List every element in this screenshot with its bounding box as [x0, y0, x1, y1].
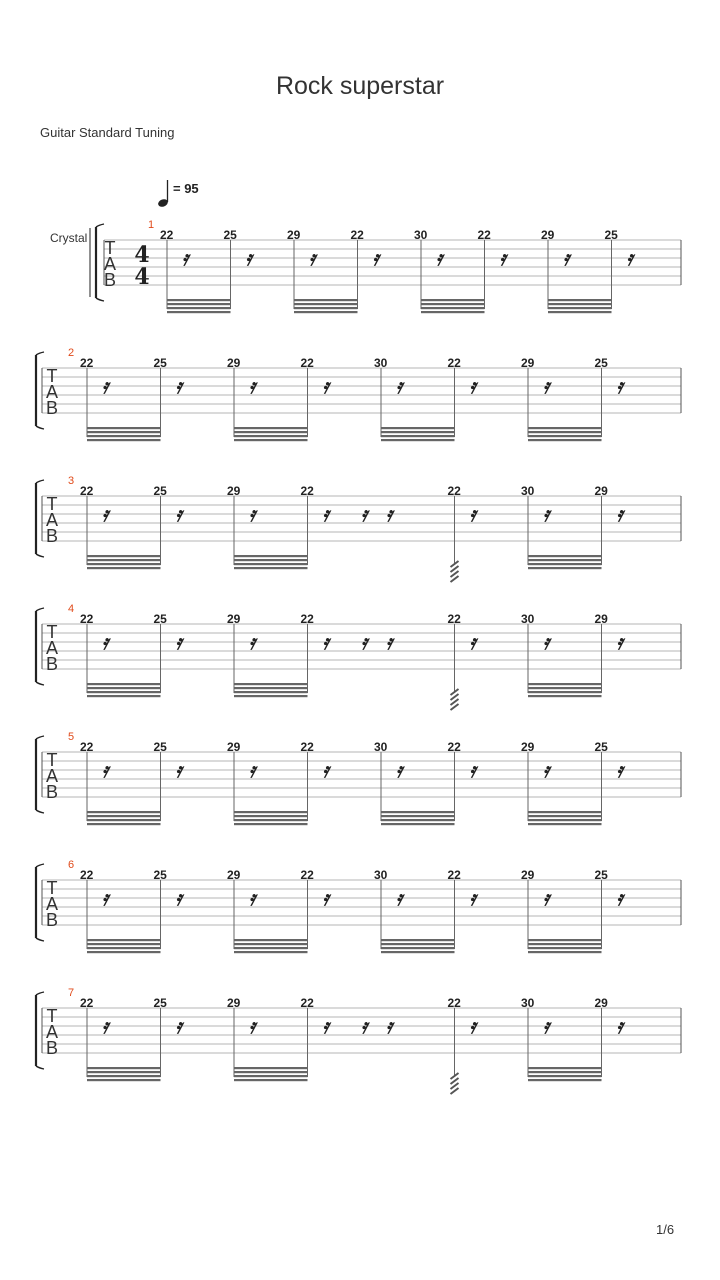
rest-icon: 𝄿 [175, 502, 182, 526]
beam [167, 299, 231, 301]
beam [87, 951, 161, 953]
tab-letter-t: T [46, 878, 58, 898]
beam [167, 307, 231, 309]
rest-icon: 𝄿 [396, 374, 403, 398]
bracket-top-hook [36, 864, 44, 867]
rest-icon: 𝄿 [469, 758, 476, 782]
rest-icon: 𝄿 [543, 886, 550, 910]
rest-icon: 𝄿 [626, 246, 633, 270]
rest-icon: 𝄿 [616, 1014, 623, 1038]
fret-number: 25 [153, 996, 167, 1010]
rest-icon: 𝄿 [469, 1014, 476, 1038]
rest-icon: 𝄿 [249, 630, 256, 654]
beam [528, 563, 602, 565]
track-name: Crystal [50, 231, 88, 245]
fret-number: 29 [594, 484, 608, 498]
rest-icon: 𝄿 [249, 886, 256, 910]
fret-number: 25 [153, 356, 167, 370]
fret-number: 30 [521, 612, 535, 626]
beam [528, 951, 602, 953]
fret-number: 25 [153, 740, 167, 754]
rest-icon: 𝄿 [175, 374, 182, 398]
beam [528, 691, 602, 693]
fret-number: 22 [80, 996, 94, 1010]
beam [87, 559, 161, 561]
rest-icon: 𝄿 [175, 886, 182, 910]
beam [234, 427, 308, 429]
fret-number: 22 [447, 612, 461, 626]
beam [528, 1075, 602, 1077]
beam [87, 1075, 161, 1077]
fret-number: 25 [604, 228, 618, 242]
bracket-bottom-hook [36, 1066, 44, 1069]
beam [421, 307, 485, 309]
beam [528, 431, 602, 433]
beam [528, 695, 602, 697]
beam [381, 951, 455, 953]
beam [528, 683, 602, 685]
fret-number: 30 [374, 868, 388, 882]
rest-icon: 𝄿 [616, 886, 623, 910]
beam [234, 811, 308, 813]
rest-icon: 𝄿 [543, 630, 550, 654]
beam [87, 439, 161, 441]
fret-number: 30 [521, 484, 535, 498]
fret-number: 30 [414, 228, 428, 242]
beam [87, 435, 161, 437]
beam [381, 815, 455, 817]
beam [87, 823, 161, 825]
fret-number: 29 [227, 612, 241, 626]
fret-number: 22 [447, 356, 461, 370]
beam [87, 567, 161, 569]
rest-icon: 𝄿 [322, 374, 329, 398]
tab-letter-b: B [45, 910, 59, 930]
tab-letter-t: T [46, 494, 58, 514]
beam [234, 435, 308, 437]
rest-icon: 𝄿 [386, 1014, 393, 1038]
bar-number: 2 [68, 347, 75, 359]
rest-icon: 𝄿 [249, 502, 256, 526]
fret-number: 29 [594, 996, 608, 1010]
rest-icon: 𝄿 [469, 630, 476, 654]
fret-number: 29 [227, 868, 241, 882]
tab-letter-a: A [45, 1022, 59, 1042]
rest-icon: 𝄿 [396, 886, 403, 910]
bracket-bottom-hook [36, 938, 44, 941]
fret-number: 29 [521, 868, 535, 882]
tab-letter-a: A [45, 894, 59, 914]
fret-number: 29 [227, 484, 241, 498]
time-signature-bottom: 4 [134, 264, 150, 290]
bracket-bottom-hook [36, 426, 44, 429]
beam [528, 439, 602, 441]
beam [381, 811, 455, 813]
beam [381, 819, 455, 821]
tab-letter-a: A [45, 382, 59, 402]
tab-letter-a: A [45, 638, 59, 658]
beam [234, 819, 308, 821]
rest-icon: 𝄿 [436, 246, 443, 270]
fret-number: 30 [374, 356, 388, 370]
beam [381, 943, 455, 945]
rest-icon: 𝄿 [543, 1014, 550, 1038]
beam [381, 427, 455, 429]
rest-icon: 𝄿 [616, 374, 623, 398]
beam [87, 563, 161, 565]
rest-icon: 𝄿 [543, 758, 550, 782]
beam [87, 427, 161, 429]
bracket-bottom-hook [36, 682, 44, 685]
bar-number: 5 [68, 731, 75, 743]
beam [528, 815, 602, 817]
fret-number: 22 [80, 868, 94, 882]
beam [421, 303, 485, 305]
beam [528, 939, 602, 941]
fret-number: 22 [447, 996, 461, 1010]
fret-number: 29 [594, 612, 608, 626]
rest-icon: 𝄿 [102, 502, 109, 526]
rest-icon: 𝄿 [361, 630, 368, 654]
beam [528, 559, 602, 561]
tuning-label: Guitar Standard Tuning [40, 125, 175, 140]
tab-letter-a: A [103, 254, 117, 274]
fret-number: 29 [541, 228, 555, 242]
bar-number: 6 [68, 859, 75, 871]
rest-icon: 𝄿 [249, 758, 256, 782]
beam [87, 431, 161, 433]
fret-number: 29 [521, 356, 535, 370]
beam [528, 819, 602, 821]
bracket-top-hook [96, 224, 104, 227]
beam [381, 947, 455, 949]
beam [234, 439, 308, 441]
beam [528, 687, 602, 689]
fret-number: 22 [80, 484, 94, 498]
rest-icon: 𝄿 [616, 630, 623, 654]
beam [381, 435, 455, 437]
beam [167, 311, 231, 313]
beam [528, 943, 602, 945]
fret-number: 25 [153, 868, 167, 882]
beam [87, 691, 161, 693]
bracket-top-hook [36, 992, 44, 995]
beam [528, 427, 602, 429]
beam [234, 567, 308, 569]
rest-icon: 𝄿 [175, 1014, 182, 1038]
song-title: Rock superstar [275, 72, 445, 100]
beam [87, 1079, 161, 1081]
beam [234, 695, 308, 697]
fret-number: 22 [160, 228, 174, 242]
beam [294, 299, 358, 301]
tab-letter-b: B [45, 654, 59, 674]
beam [167, 303, 231, 305]
bracket-top-hook [36, 608, 44, 611]
beam [87, 1071, 161, 1073]
fret-number: 22 [477, 228, 491, 242]
fret-number: 30 [374, 740, 388, 754]
fret-number: 22 [447, 740, 461, 754]
beam [87, 555, 161, 557]
tab-letter-a: A [45, 510, 59, 530]
tempo-value: = 95 [173, 181, 199, 196]
fret-number: 22 [80, 740, 94, 754]
beam [234, 1067, 308, 1069]
rest-icon: 𝄿 [175, 630, 182, 654]
fret-number: 22 [300, 612, 314, 626]
beam [528, 947, 602, 949]
rest-icon: 𝄿 [361, 502, 368, 526]
beam [87, 947, 161, 949]
beam [381, 431, 455, 433]
rest-icon: 𝄿 [499, 246, 506, 270]
rest-icon: 𝄿 [396, 758, 403, 782]
rest-icon: 𝄿 [563, 246, 570, 270]
beam [294, 311, 358, 313]
bar-number: 1 [148, 219, 155, 231]
tab-letter-t: T [104, 238, 116, 258]
beam [87, 1067, 161, 1069]
rest-icon: 𝄿 [543, 502, 550, 526]
tab-letter-b: B [45, 782, 59, 802]
fret-number: 22 [300, 740, 314, 754]
fret-number: 25 [153, 612, 167, 626]
beam [234, 939, 308, 941]
bar-number: 4 [68, 603, 75, 615]
beam [548, 311, 612, 313]
rest-icon: 𝄿 [102, 374, 109, 398]
fret-number: 25 [594, 868, 608, 882]
fret-number: 22 [80, 612, 94, 626]
beam [528, 811, 602, 813]
rest-icon: 𝄿 [616, 502, 623, 526]
beam [528, 1071, 602, 1073]
tab-letter-t: T [46, 750, 58, 770]
fret-number: 29 [227, 996, 241, 1010]
beam [234, 555, 308, 557]
rest-icon: 𝄿 [322, 502, 329, 526]
rest-icon: 𝄿 [245, 246, 252, 270]
beam [87, 683, 161, 685]
beam [234, 947, 308, 949]
tab-letter-b: B [45, 398, 59, 418]
beam [294, 307, 358, 309]
fret-number: 30 [521, 996, 535, 1010]
beam [87, 815, 161, 817]
time-signature-top: 4 [134, 242, 150, 268]
beam [421, 299, 485, 301]
fret-number: 29 [227, 356, 241, 370]
rest-icon: 𝄿 [309, 246, 316, 270]
bracket-top-hook [36, 480, 44, 483]
tab-letter-t: T [46, 1006, 58, 1026]
beam [87, 687, 161, 689]
rest-icon: 𝄿 [322, 1014, 329, 1038]
beam [87, 939, 161, 941]
tab-letter-b: B [45, 526, 59, 546]
tab-letter-t: T [46, 366, 58, 386]
bracket-top-hook [36, 736, 44, 739]
beam [528, 567, 602, 569]
fret-number: 22 [80, 356, 94, 370]
fret-number: 25 [594, 740, 608, 754]
bar-number: 3 [68, 475, 75, 487]
rest-icon: 𝄿 [322, 630, 329, 654]
fret-number: 25 [223, 228, 237, 242]
beam [234, 1075, 308, 1077]
beam [294, 303, 358, 305]
beam [548, 307, 612, 309]
tab-letter-b: B [103, 270, 117, 290]
rest-icon: 𝄿 [386, 630, 393, 654]
beam [87, 695, 161, 697]
fret-number: 29 [521, 740, 535, 754]
beam [421, 311, 485, 313]
beam [234, 683, 308, 685]
fret-number: 22 [300, 484, 314, 498]
bracket-top-hook [36, 352, 44, 355]
beam [528, 555, 602, 557]
beam [87, 811, 161, 813]
tab-letter-b: B [45, 1038, 59, 1058]
bar-number: 7 [68, 987, 75, 999]
beam [234, 815, 308, 817]
fret-number: 29 [227, 740, 241, 754]
rest-icon: 𝄿 [469, 374, 476, 398]
fret-number: 25 [594, 356, 608, 370]
rest-icon: 𝄿 [372, 246, 379, 270]
beam [234, 563, 308, 565]
beam [381, 939, 455, 941]
beam [234, 951, 308, 953]
rest-icon: 𝄿 [182, 246, 189, 270]
bracket-bottom-hook [36, 554, 44, 557]
beam [528, 435, 602, 437]
rest-icon: 𝄿 [322, 758, 329, 782]
rest-icon: 𝄿 [102, 758, 109, 782]
bracket-bottom-hook [96, 298, 104, 301]
beam [234, 559, 308, 561]
beam [548, 299, 612, 301]
beam [528, 823, 602, 825]
fret-number: 22 [350, 228, 364, 242]
rest-icon: 𝄿 [386, 502, 393, 526]
rest-icon: 𝄿 [322, 886, 329, 910]
rest-icon: 𝄿 [469, 886, 476, 910]
fret-number: 22 [300, 868, 314, 882]
beam [234, 943, 308, 945]
beam [234, 1071, 308, 1073]
rest-icon: 𝄿 [102, 886, 109, 910]
beam [381, 439, 455, 441]
rest-icon: 𝄿 [249, 1014, 256, 1038]
rest-icon: 𝄿 [249, 374, 256, 398]
beam [234, 431, 308, 433]
tab-letter-t: T [46, 622, 58, 642]
fret-number: 22 [447, 868, 461, 882]
rest-icon: 𝄿 [543, 374, 550, 398]
rest-icon: 𝄿 [102, 1014, 109, 1038]
beam [234, 823, 308, 825]
beam [87, 943, 161, 945]
rest-icon: 𝄿 [102, 630, 109, 654]
rest-icon: 𝄿 [175, 758, 182, 782]
rest-icon: 𝄿 [616, 758, 623, 782]
beam [87, 819, 161, 821]
fret-number: 25 [153, 484, 167, 498]
fret-number: 22 [447, 484, 461, 498]
fret-number: 22 [300, 996, 314, 1010]
page-number: 1/6 [656, 1222, 675, 1237]
rest-icon: 𝄿 [469, 502, 476, 526]
beam [234, 691, 308, 693]
fret-number: 22 [300, 356, 314, 370]
beam [234, 687, 308, 689]
beam [381, 823, 455, 825]
beam [528, 1079, 602, 1081]
tab-letter-a: A [45, 766, 59, 786]
beam [548, 303, 612, 305]
beam [234, 1079, 308, 1081]
fret-number: 29 [287, 228, 301, 242]
bracket-bottom-hook [36, 810, 44, 813]
beam [528, 1067, 602, 1069]
rest-icon: 𝄿 [361, 1014, 368, 1038]
